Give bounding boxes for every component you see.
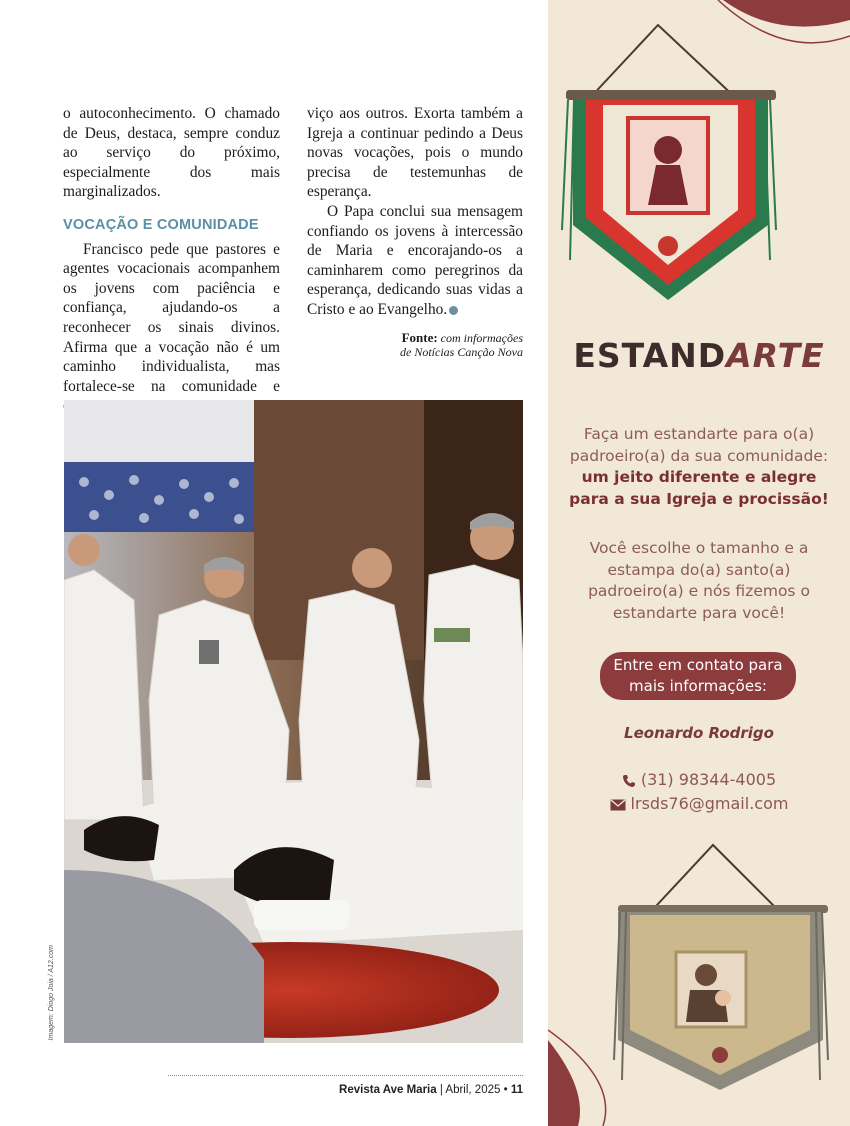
envelope-icon [610, 799, 626, 811]
banner-saint-anthony-icon [614, 845, 828, 1090]
article-column-2 [307, 104, 523, 320]
section-heading: VOCAÇÃO E COMUNIDADE [63, 216, 259, 233]
source-note [307, 331, 523, 359]
cta-line-2: mais informações: [629, 677, 767, 695]
footer-rule [168, 1075, 523, 1076]
footer-separator: | [439, 1084, 443, 1096]
ad-text-1b: um jeito diferente e alegre para a sua Igreja e procissão! [569, 468, 829, 508]
paragraph: viço aos outros. Exorta também a Igreja a continuar pedindo a Deus novas vocações, pois o mundo precisa de testemunhas de esperança. [307, 105, 523, 201]
source-text-2: de Notícias Canção Nova [400, 345, 523, 359]
source-text-1: com informações [440, 331, 523, 345]
contact-email: lrsds76@gmail.com [548, 794, 850, 813]
paragraph-final [307, 202, 523, 320]
ad-text-2: Você escolhe o tamanho e a estampa do(a) santo(a) padroeiro(a) e nós fizemos o estandarte para você! [588, 539, 810, 622]
article-column-1 [63, 104, 280, 416]
estandarte-advertisement [548, 0, 850, 1126]
phone-icon [622, 774, 636, 788]
paragraph: Francisco pede que pastores e agentes vocacionais acompanhem os jovens com paciência e confiança, ajudando-os a reconhecer os sinais divinos. Afirma que a vocação não é um caminho individualista, mas fortalece-se na comunidade e [63, 240, 280, 395]
ad-text-1 [562, 424, 836, 510]
cta-line-1: Entre em contato para [613, 656, 783, 674]
paragraph-text: O Papa conclui sua mensagem confiando os jovens à intercessão de Maria e encorajando-os a caminharem como peregrinos da esperança, dedicando suas vidas a Cristo e ao Evangelho. [307, 202, 523, 318]
issue-date: Abril, 2025 [445, 1084, 501, 1096]
prostration-photo [64, 400, 523, 1043]
ad-text-1a: Faça um estandarte para o(a) padroeiro(a) da sua comunidade: [569, 425, 829, 465]
photo-credit: Imagem: Diogo Joia / A12.com [48, 945, 55, 1041]
paragraph: o autoconhecimento. O chamado de Deus, destaca, sempre conduz ao serviço do próximo, especialmente dos mais marginalizados. [63, 105, 280, 201]
contact-name: Leonardo Rodrigo [624, 724, 774, 742]
brand-logo: ESTANDARTE [573, 336, 825, 375]
footer-bullet: • [503, 1084, 508, 1096]
page-number: 11 [510, 1084, 523, 1096]
contact-phone: (31) 98344-4005 [548, 770, 850, 789]
magazine-name: Revista Ave Maria [339, 1084, 437, 1096]
end-mark-icon [449, 306, 458, 315]
banner-marian-icon [562, 25, 776, 300]
photo-illustration [64, 400, 523, 1043]
page-footer [168, 1084, 523, 1096]
contact-cta-badge [600, 652, 796, 700]
source-label: Fonte: [401, 330, 438, 345]
